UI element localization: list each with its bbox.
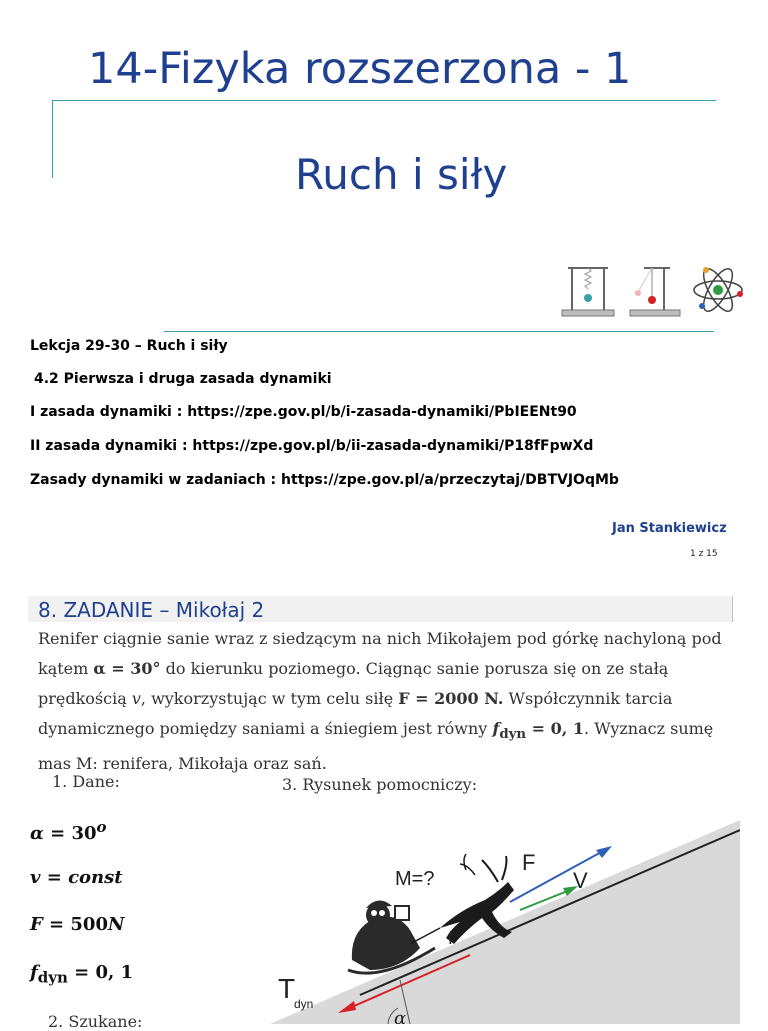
atom-icon <box>694 265 743 316</box>
physics-icons <box>560 262 750 324</box>
header-divider <box>164 331 714 332</box>
friction-label: f <box>448 928 454 948</box>
pendulum-icon <box>630 268 680 316</box>
tdyn-subscript: dyn <box>294 997 314 1011</box>
harness-line <box>410 928 440 944</box>
resource-link-second-law[interactable]: II zasada dynamiki : https://zpe.gov.pl/b/ii-zasada-dynamiki/P18fFpwXd <box>30 438 594 454</box>
lesson-title: Lekcja 29-30 – Ruch i siły <box>30 338 228 354</box>
tdyn-label: T <box>278 973 296 1004</box>
diagram-heading: 3. Rysunek pomocniczy: <box>282 775 478 794</box>
incline-diagram <box>270 820 740 1024</box>
author-name: Jan Stankiewicz <box>612 521 727 536</box>
spring-pendulum-icon <box>562 268 614 316</box>
task-heading: 8. ZADANIE – Mikołaj 2 <box>38 598 265 622</box>
task-description: Renifer ciągnie sanie wraz z siedzącym na nich Mikołajem pod górkę nachyloną pod kątem α = 30° do kierunku poziomego. Ciągnąc sanie porusza się on ze stałą prędkością v, wykorzystując w tym celu siłę F = 2000 N. Współczynnik tarcia dynamicznego pomiędzy saniami a śniegiem jest równy $f_{dyn} = 0$, 1. Wyznacz sumę mas M: renifera, Mikołaja oraz sań. <box>38 629 722 774</box>
page-subtitle: Ruch i siły <box>295 150 508 199</box>
page-number: 1 z 15 <box>690 549 718 559</box>
given-force: F = 500N <box>30 914 125 935</box>
wanted-heading: 2. Szukane: <box>48 1012 143 1031</box>
given-angle: $\alpha = 30^o$ <box>30 818 107 844</box>
force-arrowhead <box>596 846 612 858</box>
resource-link-first-law[interactable]: I zasada dynamiki : https://zpe.gov.pl/b/i-zasada-dynamiki/PbIEENt90 <box>30 404 577 420</box>
force-label: F <box>522 850 536 875</box>
given-friction-coefficient: $f_{dyn} = 0$, 1 <box>30 962 134 987</box>
title-vertical-divider <box>52 100 53 178</box>
incline-slope <box>270 820 740 1024</box>
given-velocity: v = const <box>30 867 123 888</box>
mass-label: M=? <box>395 868 435 890</box>
title-divider <box>52 100 716 101</box>
page-title: 14-Fizyka rozszerzona - 1 <box>88 44 632 94</box>
resource-link-exercises[interactable]: Zasady dynamiki w zadaniach : https://zpe.gov.pl/a/przeczytaj/DBTVJOqMb <box>30 472 619 488</box>
lesson-topic: 4.2 Pierwsza i druga zasada dynamiki <box>34 371 332 387</box>
velocity-label: V <box>573 868 588 893</box>
angle-label: α <box>394 1008 407 1024</box>
given-heading: 1. Dane: <box>52 772 120 791</box>
